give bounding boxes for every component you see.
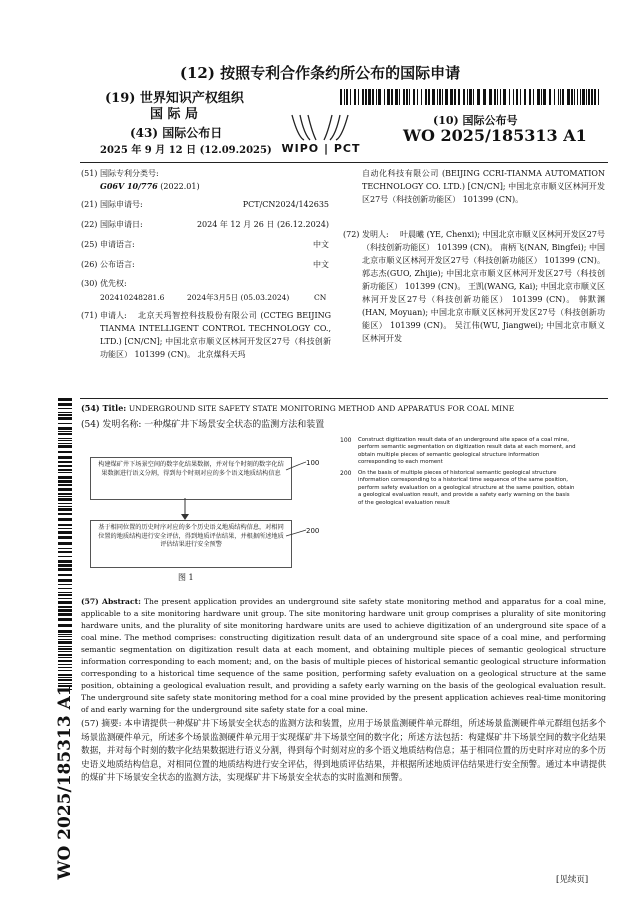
continued-note: [见续页]: [556, 875, 589, 885]
abstract-en-text: The present application provides an underground site safety state monitoring method and apparatus for a coal mine, applicable to a site monitoring hardware unit group. The site monitoring hardware unit group comprises a plurality of site monitoring hardware units, and the plurality of site monitoring hardware units are used to achieve digitization of an underground site space of a coal mine. The method comprises: constructing digitization result data of an underground site space of a coal mine, and performing semantic segmentation on digitization result data at each moment, and obtaining multiple pieces of semantic geological structure information corresponding to each moment; and, on the basis of multiple pieces of historical semantic geological structure information corresponding to a historical time sequence of the same position, performing safety evaluation on a geological structure at the same position, obtaining a geological evaluation result, and providing a safety early warning on the basis of the geological evaluation result. The underground site safety state monitoring method for a coal mine provided by the present application achieves real-time monitoring of and early warning for the underground site safety state for a coal mine.: [81, 597, 606, 714]
priority-num: 202410248281.6: [100, 293, 165, 302]
wipo-logo-text: WIPO | PCT: [281, 142, 361, 155]
ipc-year: (2022.01): [160, 182, 200, 191]
flow-arrows: [80, 450, 340, 585]
legend-200-num: 200: [340, 470, 352, 477]
pub-lang-value: 中文: [313, 260, 329, 269]
pub-num-label: (10) 国际公布号: [433, 114, 518, 127]
legend-200: On the basis of multiple pieces of historical semantic geological structure information corresponding to a historical time sequence of the same position, perform safety evaluation on a geological structure at the same position, obtain a geological evaluation result, and provide a safety early warning on the basis of the geological evaluation result: [358, 470, 575, 506]
pub-date-label: (43) 国际公布日: [130, 126, 223, 140]
applicant-cont: 自动化科技有限公司 (BEIJING CCRI-TIANMA AUTOMATION TECHNOLOGY CO. LTD.) [CN/CN]; 中国北京市顺义区林河开发区27号（科技创新功能区） 101399 (CN)。: [362, 169, 605, 204]
doc-kind: (12) 按照专利合作条约所公布的国际申请: [179, 64, 461, 82]
wipo-emblem-icon: [270, 112, 370, 142]
ipc-label: (51) 国际专利分类号:: [81, 169, 159, 178]
pub-date-value: 2025 年 9 月 12 日 (12.09.2025): [100, 145, 272, 156]
priority-country: CN: [314, 293, 327, 302]
title-zh-label: (54) 发明名称:: [81, 420, 142, 430]
org-line1: (19) 世界知识产权组织: [105, 91, 244, 106]
abstract-zh-text: 本申请提供一种煤矿井下场景安全状态的监测方法和装置，应用于场景监测硬件单元群组，所述场景监测硬件单元群组包括多个场景监测硬件单元，所述多个场景监测硬件单元用于实现煤矿井下场景空间的数字化；所述方法包括：构建煤矿井下场景空间的数字化结果数据，并对每个时刻的数字化结果数据进行语义分割，得到每个时刻对应的多个语义地质结构信息；基于相同位置的历史时序对应的多个历史语义地质结构信息，对相同位置的地质结构进行安全评估，得到地质评估结果，并根据所述地质评估结果进行安全预警。通过本申请提供的煤矿井下场景安全状态的监测方法，实现煤矿井下场景安全状态的实时监测和预警。: [81, 719, 606, 784]
title-zh-row: [81, 419, 324, 433]
abstract-zh-label: (57) 摘要:: [81, 719, 122, 729]
applicant-text: 北京天玛智控科技股份有限公司 (CCTEG BEIJING TIANMA INTELLIGENT CONTROL TECHNOLOGY CO., LTD.) [CN/CN]; 中国北京市顺义区林河开发区27号（科技创新功能区） 101399 (CN)。 北京煤科天玛: [100, 311, 331, 359]
filing-date-label: (22) 国际申请日:: [81, 220, 143, 229]
filing-lang-value: 中文: [313, 240, 329, 249]
flow-box-2: 基于相同位置的历史时序对应的多个历史语义地质结构信息，对相同位置的地质结构进行安全评估，得到地质评估结果，并根据所述地质评估结果进行安全预警: [90, 520, 292, 568]
abstract-en: [81, 596, 606, 716]
inventor-text: 叶晨曦 (YE, Chenxi); 中国北京市顺义区林河开发区27号（科技创新功能区） 101399 (CN)。 南柄飞(NAN, Bingfei); 中国北京市顺义区林河开发区27号（科技创新功能区） 101399 (CN)。 郭志杰(GUO, Zhijie); 中国北京市顺义区林河开发区27号（科技创新功能区） 101399 (CN)。 王凯(WANG, Kai); 中国北京市顺义区林河开发区27号（科技创新功能区） 101399 (CN)。 韩默渊(HAN, Moyuan); 中国北京市顺义区林河开发区27号（科技创新功能区） 101399 (CN)。 吴江伟(WU, Jiangwei); 中国北京市顺义区林河开发: [362, 230, 605, 343]
app-num-value: PCT/CN2024/142635: [242, 200, 329, 209]
org-line2: 国 际 局: [150, 107, 199, 122]
wipo-logo: [270, 112, 370, 156]
title-en-row: [81, 402, 514, 415]
filing-lang-label: (25) 申请语言:: [81, 240, 135, 249]
ipc-value: G06V 10/776: [100, 181, 158, 191]
applicant-label: (71) 申请人:: [81, 311, 127, 320]
ipc-row: [100, 180, 200, 193]
app-num-label: (21) 国际申请号:: [81, 200, 143, 209]
header-barcode: [340, 89, 602, 105]
flow-ref-200: 200: [306, 527, 320, 535]
priority-label: (30) 优先权:: [81, 279, 127, 288]
priority-date: 2024年3月5日 (05.03.2024): [187, 293, 290, 302]
pub-lang-label: (26) 公布语言:: [81, 260, 135, 269]
inventor-label: (72) 发明人:: [343, 230, 389, 239]
figure-caption: 图 1: [178, 573, 194, 582]
pub-num-value: WO 2025/185313 A1: [403, 126, 587, 145]
side-barcode: [58, 398, 72, 690]
abstract-zh: [81, 718, 606, 786]
title-en: UNDERGROUND SITE SAFETY STATE MONITORING METHOD AND APPARATUS FOR COAL MINE: [128, 404, 515, 413]
title-en-label: (54) Title:: [81, 403, 127, 413]
legend-100-num: 100: [340, 437, 352, 444]
filing-date-value: 2024 年 12 月 26 日 (26.12.2024): [196, 220, 329, 229]
legend-100: Construct digitization result data of an underground site space of a coal mine, perform semantic segmentation on digitization result data at each moment, and obtain multiple pieces of semantic geological structure information corresponding to each moment: [358, 437, 576, 466]
flow-ref-100: 100: [306, 459, 320, 467]
side-number: WO 2025/185313 A1: [55, 684, 75, 880]
flow-box-1: 构建煤矿井下场景空间的数字化结果数据，并对每个时刻的数字化结果数据进行语义分割，得到每个时刻对应的多个语义地质结构信息: [90, 457, 292, 500]
abstract-en-label: (57) Abstract:: [81, 597, 141, 606]
title-zh: 一种煤矿井下场景安全状态的监测方法和装置: [144, 420, 325, 430]
